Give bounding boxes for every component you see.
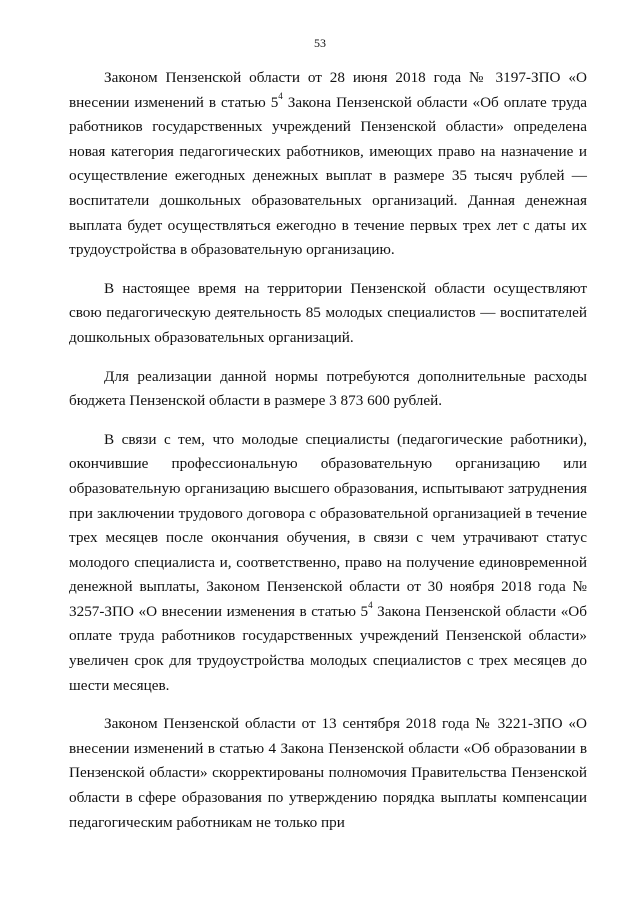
paragraph-budget-expenses: Для реализации данной нормы потребуются дополнительные расходы бюджета Пензенской области в размере 3 873 600 рублей.: [69, 367, 587, 410]
page-number: 53: [314, 36, 326, 50]
paragraph-young-specialists: В настоящее время на территории Пензенской области осуществляют свою педагогическую деятельность 85 молодых специалистов — воспитателей дошкольных образовательных организаций.: [69, 279, 587, 346]
paragraph-text: Закона Пензенской области «Об оплате труда работников государственных учреждений Пензенской области» увеличен срок для трудоустройства молодых специалистов с трех месяцев до шести месяцев.: [69, 602, 588, 694]
paragraph-law-3257: [69, 428, 587, 699]
document-body: [69, 66, 587, 849]
paragraph-text: Закона Пензенской области «Об оплате труда работников государственных учреждений Пензенской области» определена новая категория педагогических работников, имеющих право на назначение и осуществление ежегодных денежных выплат в размере 35 тысяч рублей — воспитатели дошкольных образовательных организаций. Данная денежная выплата будет осуществляться ежегодно в течение первых трех лет с даты их трудоустройства в образовательную организацию.: [69, 93, 587, 259]
paragraph-law-3197: [69, 66, 587, 263]
paragraph-text: Законом Пензенской области от 28 июня 2018 года № 3197-ЗПО «О внесении изменений в статью 5: [69, 69, 587, 111]
paragraph-text: В связи с тем, что молодые специалисты (педагогические работники), окончившие профессиональную образовательную организацию или образовательную организацию высшего образования, испытывают затруднения при заключении трудового договора с образовательной организацией в течение трех месяцев после окончания обучения, в связи с чем утрачивают статус молодого специалиста и, соответственно, право на получение единовременной денежной выплаты, Законом Пензенской области от 30 ноября 2018 года № 3257-ЗПО «О внесении изменения в статью 5: [69, 430, 587, 620]
superscript: 4: [278, 90, 283, 101]
superscript: 4: [368, 599, 373, 610]
paragraph-law-3221: Законом Пензенской области от 13 сентября 2018 года № 3221-ЗПО «О внесении изменений в статью 4 Закона Пензенской области «Об образовании в Пензенской области» скорректированы полномочия Правительства Пензенской области в сфере образования по утверждению порядка выплаты компенсации педагогическим работникам не только при: [69, 715, 587, 831]
